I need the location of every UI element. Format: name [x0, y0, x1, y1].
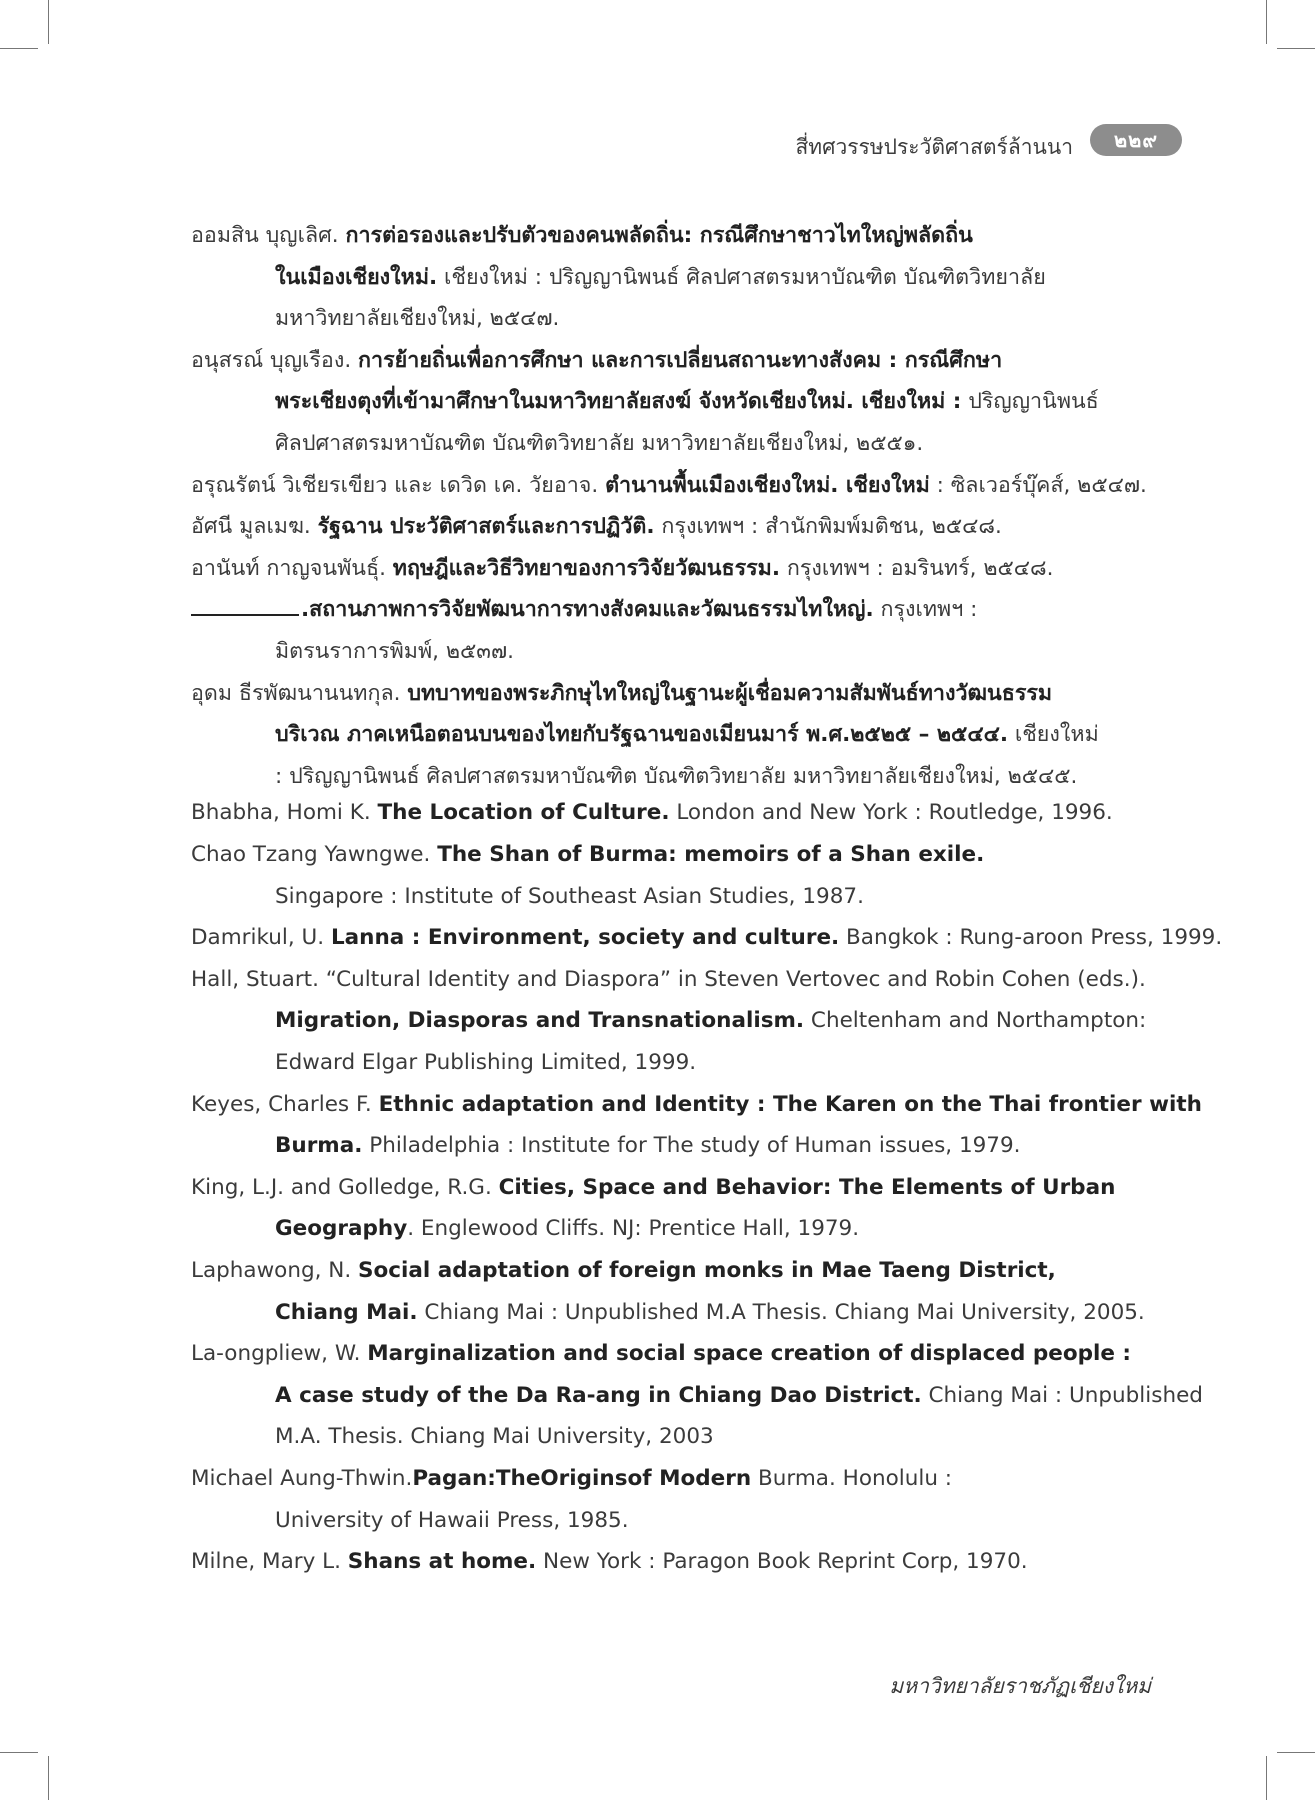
reference-title-text: Shans at home.: [347, 1549, 537, 1575]
reference-line: [191, 676, 1052, 710]
reference-title-text: Marginalization and social space creation of displaced people :: [367, 1341, 1132, 1367]
reference-title-text: ตำนานพื้นเมืองเชียงใหม่. เชียงใหม่: [605, 472, 930, 498]
reference-title-text: Social adaptation of foreign monks in Mae Taeng District,: [358, 1258, 1056, 1283]
reference-line: [191, 592, 977, 626]
reference-title-text: Lanna : Environment, society and culture.: [330, 925, 840, 951]
crop-mark: [1266, 0, 1267, 44]
reference-title-text: A case study of the Da Ra-ang in Chiang Dao District.: [275, 1382, 922, 1408]
reference-line: [275, 1300, 1145, 1325]
reference-line: [191, 218, 973, 252]
reference-line: [275, 1133, 1021, 1158]
reference-line: [275, 884, 864, 909]
reference-text: Keyes, Charles F.: [191, 1091, 379, 1117]
reference-text: New York : Paragon Book Reprint Corp, 1970.: [536, 1549, 1028, 1575]
reference-text: Singapore : Institute of Southeast Asian Studies, 1987.: [275, 883, 864, 909]
reference-title-text: .สถานภาพการวิจัยพัฒนาการทางสังคมและวัฒนธรรมไทใหญ่.: [301, 597, 874, 623]
running-header-title: สี่ทศวรรษประวัติศาสตร์ล้านนา: [795, 135, 1073, 159]
reference-line: [275, 260, 1046, 294]
crop-mark: [48, 0, 49, 44]
reference-title-text: บริเวณ ภาคเหนือตอนบนของไทยกับรัฐฉานของเมียนมาร์ พ.ศ.๒๕๒๕ – ๒๕๔๔.: [275, 722, 1009, 748]
reference-text: เชียงใหม่: [1008, 722, 1099, 748]
reference-text: Burma. Honolulu :: [751, 1466, 953, 1491]
reference-text: มหาวิทยาลัยเชียงใหม่, ๒๕๔๗.: [275, 306, 560, 332]
reference-line: [191, 1341, 1131, 1366]
reference-text: ออมสิน บุญเลิศ.: [191, 223, 346, 248]
reference-text: มิตรนราการพิมพ์, ๒๕๓๗.: [275, 639, 514, 664]
reference-line: [275, 1508, 629, 1533]
reference-text: ปริญญานิพนธ์: [961, 389, 1099, 415]
reference-text: กรุงเทพฯ :: [873, 597, 978, 623]
reference-line: [275, 1008, 1146, 1033]
reference-line: [275, 384, 1099, 418]
reference-line: [191, 1466, 952, 1491]
reference-line: [275, 759, 1077, 793]
reference-line: [275, 1383, 1203, 1408]
reference-title-text: Chiang Mai.: [275, 1299, 418, 1325]
reference-text: Philadelphia : Institute for The study of Human issues, 1979.: [362, 1133, 1021, 1159]
reference-line: [191, 1258, 1056, 1283]
running-footer: มหาวิทยาลัยราชภัฏเชียงใหม่: [889, 1674, 1151, 1698]
reference-line: [275, 1050, 696, 1075]
page-number-badge: ๒๒๙: [1090, 124, 1182, 156]
reference-title-text: Cities, Space and Behavior: The Elements of Urban: [498, 1174, 1116, 1200]
reference-text: London and New York : Routledge, 1996.: [669, 800, 1113, 826]
crop-mark: [48, 1756, 49, 1800]
reference-title-text: รัฐฉาน ประวัติศาสตร์และการปฏิวัติ.: [317, 514, 655, 540]
reference-text: Damrikul, U.: [191, 925, 331, 951]
reference-title-text: Migration, Diasporas and Transnationalism.: [275, 1008, 805, 1034]
reference-title-text: Geography: [275, 1216, 408, 1242]
reference-text: อัศนี มูลเมฆ.: [191, 514, 318, 540]
reference-text: Chiang Mai : Unpublished: [921, 1382, 1203, 1408]
reference-text: : ซิลเวอร์บุ๊คส์, ๒๕๔๗.: [929, 472, 1147, 498]
crop-mark: [1277, 1752, 1315, 1753]
reference-text: M.A. Thesis. Chiang Mai University, 2003: [275, 1424, 714, 1450]
reference-title-text: The Shan of Burma: memoirs of a Shan exile.: [437, 842, 985, 867]
reference-text: อานันท์ กาญจนพันธุ์.: [191, 555, 393, 581]
reference-text: Chiang Mai : Unpublished M.A Thesis. Chiang Mai University, 2005.: [417, 1299, 1145, 1325]
reference-text: Laphawong, N.: [191, 1258, 359, 1283]
reference-line: [191, 1092, 1202, 1117]
reference-line: [191, 468, 1147, 502]
reference-text: Edward Elgar Publishing Limited, 1999.: [275, 1050, 697, 1075]
reference-line: [275, 634, 514, 668]
reference-text: Chao Tzang Yawngwe.: [191, 842, 438, 867]
reference-line: [191, 967, 1146, 992]
reference-text: University of Hawaii Press, 1985.: [275, 1507, 629, 1533]
reference-title-text: Burma.: [275, 1133, 363, 1159]
crop-mark: [1266, 1756, 1267, 1800]
reference-text: Milne, Mary L.: [191, 1549, 348, 1575]
reference-text: La-ongpliew, W.: [191, 1341, 368, 1367]
crop-mark: [0, 48, 38, 49]
reference-text: กรุงเทพฯ : อมรินทร์, ๒๕๔๘.: [780, 555, 1054, 581]
reference-title-text: The Location of Culture.: [377, 800, 670, 826]
reference-line: [191, 1549, 1028, 1574]
reference-text: King, L.J. and Golledge, R.G.: [191, 1174, 499, 1200]
crop-mark: [0, 1752, 38, 1753]
reference-text: อุดม ธีรพัฒนานนทกุล.: [191, 680, 408, 706]
repeat-author-rule: [191, 613, 299, 616]
reference-line: [275, 1424, 714, 1449]
reference-title-text: Ethnic adaptation and Identity : The Karen on the Thai frontier with: [378, 1091, 1202, 1117]
reference-title-text: ในเมืองเชียงใหม่.: [275, 264, 438, 290]
reference-text: Hall, Stuart. “Cultural Identity and Diaspora” in Steven Vertovec and Robin Cohen (eds.).: [191, 966, 1146, 992]
reference-text: . Englewood Cliffs. NJ: Prentice Hall, 1979.: [407, 1216, 860, 1242]
reference-line: [275, 426, 923, 460]
reference-line: [191, 1175, 1115, 1200]
reference-text: เชียงใหม่ : ปริญญานิพนธ์ ศิลปศาสตรมหาบัณฑิต บัณฑิตวิทยาลัย: [437, 264, 1046, 290]
reference-text: อรุณรัตน์ วิเชียรเขียว และ เดวิด เค. วัยอาจ.: [191, 472, 606, 498]
reference-text: Michael Aung-Thwin.: [191, 1466, 413, 1491]
reference-text: อนุสรณ์ บุญเรือง.: [191, 347, 359, 373]
reference-text: ศิลปศาสตรมหาบัณฑิต บัณฑิตวิทยาลัย มหาวิทยาลัยเชียงใหม่, ๒๕๕๑.: [275, 431, 924, 456]
reference-title-text: พระเชียงตุงที่เข้ามาศึกษาในมหาวิทยาลัยสงฆ์ จังหวัดเชียงใหม่. เชียงใหม่ :: [275, 389, 962, 415]
reference-title-text: ทฤษฎีและวิธีวิทยาของการวิจัยวัฒนธรรม.: [392, 555, 781, 581]
reference-text: : ปริญญานิพนธ์ ศิลปศาสตรมหาบัณฑิต บัณฑิตวิทยาลัย มหาวิทยาลัยเชียงใหม่, ๒๕๔๕.: [275, 763, 1078, 789]
reference-line: [275, 717, 1099, 751]
reference-title-text: บทบาทของพระภิกษุไทใหญ่ในฐานะผู้เชื่อมความสัมพันธ์ทางวัฒนธรรม: [407, 680, 1053, 706]
reference-title-text: Pagan:TheOriginsof Modern: [412, 1466, 752, 1491]
reference-text: Bangkok : Rung-aroon Press, 1999.: [839, 925, 1223, 951]
reference-line: [191, 509, 1002, 543]
reference-line: [191, 551, 1053, 585]
reference-text: กรุงเทพฯ : สำนักพิมพ์มติชน, ๒๕๔๘.: [654, 514, 1002, 540]
reference-text: Cheltenham and Northampton:: [804, 1008, 1147, 1034]
reference-text: Bhabha, Homi K.: [191, 800, 378, 826]
reference-line: [191, 800, 1113, 825]
reference-title-text: การต่อรองและปรับตัวของคนพลัดถิ่น: กรณีศึกษาชาวไทใหญ่พลัดถิ่น: [345, 223, 973, 248]
reference-line: [275, 301, 559, 335]
reference-line: [275, 1216, 859, 1241]
crop-mark: [1277, 48, 1315, 49]
reference-line: [191, 343, 1002, 377]
reference-line: [191, 925, 1222, 950]
reference-title-text: การย้ายถิ่นเพื่อการศึกษา และการเปลี่ยนสถานะทางสังคม : กรณีศึกษา: [358, 347, 1003, 373]
reference-line: [191, 842, 984, 867]
